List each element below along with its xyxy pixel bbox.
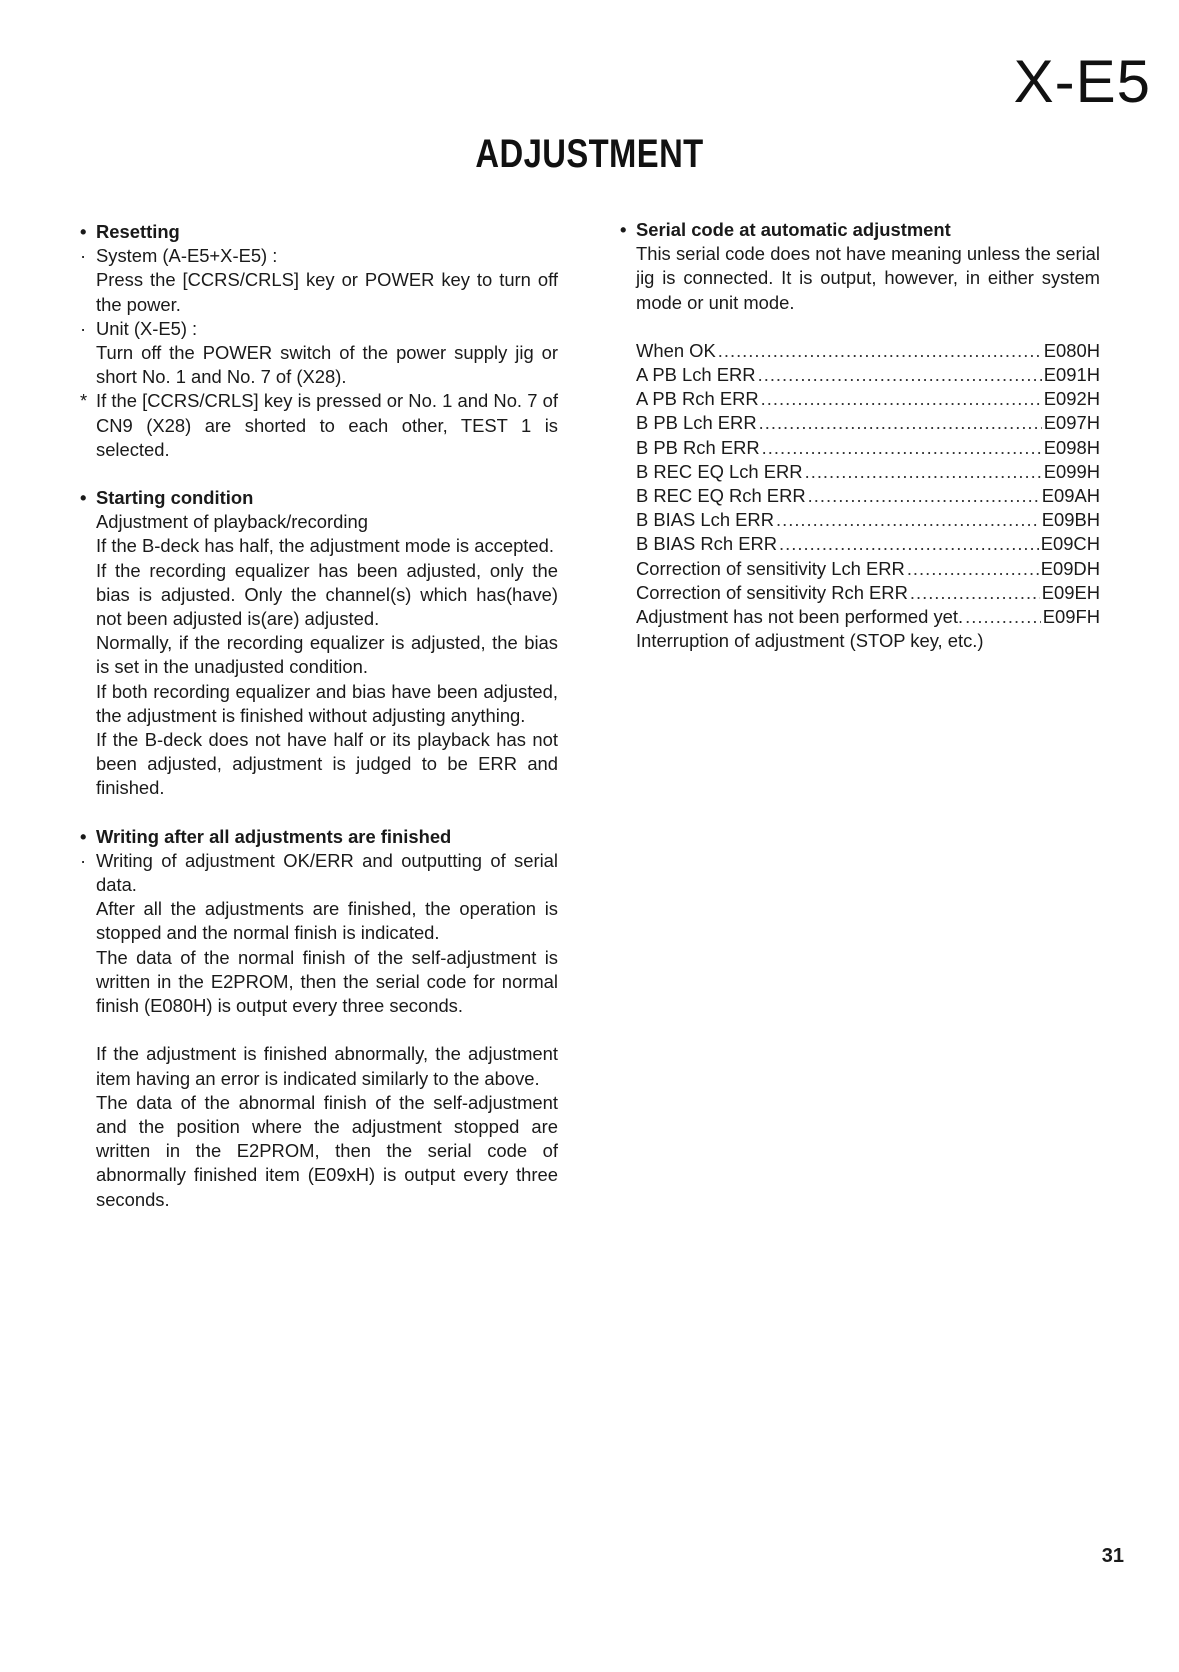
bullet-icon: •	[80, 825, 87, 847]
section-serial-code	[620, 218, 1100, 653]
list-mark: ·	[80, 317, 87, 339]
code-row: B REC EQ Lch ERR ..... E099H	[636, 460, 1100, 484]
spacer	[96, 1018, 558, 1042]
left-column	[80, 220, 558, 1236]
code-row: B PB Rch ERR ..... E098H	[636, 436, 1100, 460]
starting-paragraph: Normally, if the recording equalizer is adjusted, the bias is set in the unadjusted condition.	[96, 632, 558, 678]
list-item-writing	[80, 849, 558, 897]
section-heading-starting: • Starting condition	[96, 486, 558, 510]
bullet-icon: •	[80, 487, 87, 509]
code-row: B BIAS Lch ERR ..... E09BH	[636, 508, 1100, 532]
starting-paragraph: If the B-deck does not have half or its playback has not been adjusted, adjustment is judged to be ERR and finished.	[96, 729, 558, 799]
serial-code-list	[636, 339, 1100, 654]
section-heading-writing: • Writing after all adjustments are finished	[96, 825, 558, 849]
unit-label: Unit (X-E5) :	[96, 317, 198, 339]
starting-paragraph: If the B-deck has half, the adjustment mode is accepted.	[96, 535, 554, 557]
code-row: Adjustment has not been performed yet. ..... E09FH	[636, 605, 1100, 629]
serial-intro: This serial code does not have meaning unless the serial jig is connected. It is output, however, in either system mode or unit mode.	[636, 243, 1100, 313]
list-item-note	[80, 389, 558, 462]
starting-paragraph: If both recording equalizer and bias have been adjusted, the adjustment is finished without adjusting anything.	[96, 680, 558, 726]
note-text: If the [CCRS/CRLS] key is pressed or No. 1 and No. 7 of CN9 (X28) are shorted to each other, TEST 1 is selected.	[96, 390, 558, 460]
code-row: B PB Lch ERR ..... E097H	[636, 411, 1100, 435]
section-starting-condition	[80, 486, 558, 801]
code-row: B BIAS Rch ERR ..... E09CH	[636, 532, 1100, 556]
page-number: 31	[1101, 1545, 1124, 1567]
bullet-icon: •	[620, 219, 627, 240]
code-row: When OK ..... E080H	[636, 339, 1100, 363]
writing-paragraph: The data of the abnormal finish of the self-adjustment and the position where the adjustment stopped are written in the E2PROM, then the serial code of abnormally finished item (E09xH) is output every three seconds.	[96, 1091, 558, 1210]
writing-paragraph: After all the adjustments are finished, the operation is stopped and the normal finish is indicated.	[96, 898, 558, 944]
starting-paragraph: Adjustment of playback/recording	[96, 511, 368, 533]
unit-text: Turn off the POWER switch of the power supply jig or short No. 1 and No. 7 of (X28).	[96, 342, 558, 388]
interruption-line: Interruption of adjustment (STOP key, etc.)	[636, 630, 984, 652]
list-mark: ·	[80, 849, 87, 871]
system-label: System (A-E5+X-E5) :	[96, 245, 278, 267]
code-row: A PB Rch ERR ..... E092H	[636, 387, 1100, 411]
section-heading-resetting: • Resetting	[96, 220, 558, 244]
code-row: Correction of sensitivity Lch ERR ..... E09DH	[636, 557, 1100, 581]
writing-paragraph: Writing of adjustment OK/ERR and outputting of serial data.	[96, 849, 558, 896]
page-title: ADJUSTMENT	[475, 132, 704, 176]
list-item-unit	[80, 317, 558, 390]
bullet-icon: •	[80, 221, 87, 242]
model-name: X-E5	[1013, 48, 1151, 115]
section-writing	[80, 825, 558, 1212]
list-mark: ·	[80, 245, 87, 267]
code-row: A PB Lch ERR ..... E091H	[636, 363, 1100, 387]
code-row: B REC EQ Rch ERR ..... E09AH	[636, 484, 1100, 508]
system-text: Press the [CCRS/CRLS] key or POWER key to turn off the power.	[96, 269, 558, 315]
section-heading-serial: • Serial code at automatic adjustment	[636, 218, 1100, 242]
writing-paragraph: If the adjustment is finished abnormally, the adjustment item having an error is indicated similarly to the above.	[96, 1043, 558, 1089]
asterisk-mark: *	[80, 390, 88, 412]
list-item-system	[80, 244, 558, 317]
section-resetting	[80, 220, 558, 462]
right-column	[620, 218, 1100, 677]
code-row: Correction of sensitivity Rch ERR ..... E09EH	[636, 581, 1100, 605]
writing-paragraph: The data of the normal finish of the self-adjustment is written in the E2PROM, then the serial code for normal finish (E080H) is output every three seconds.	[96, 946, 558, 1017]
starting-paragraph: If the recording equalizer has been adjusted, only the bias is adjusted. Only the channel(s) which has(have) not been adjusted is(are) adjusted.	[96, 559, 558, 630]
